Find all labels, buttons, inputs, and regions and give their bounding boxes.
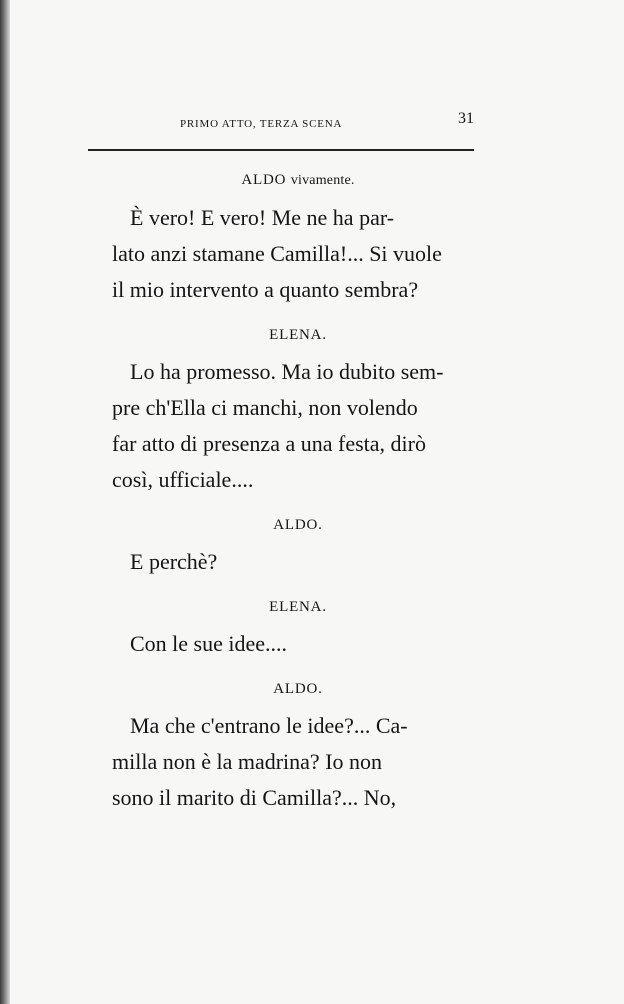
speaker-aldo — [112, 168, 484, 193]
speech-line: È vero! E vero! Me ne ha par- — [130, 205, 395, 230]
speech-line: sono il marito di Camilla?... No, — [112, 785, 397, 810]
speech-line: lato anzi stamane Camilla!... Si vuole — [112, 241, 442, 266]
speaker-name: ALDO. — [273, 517, 323, 533]
speech-line: Con le sue idee.... — [130, 631, 288, 656]
page-binding-edge — [0, 0, 10, 1004]
speaker-aldo — [112, 513, 484, 537]
play-text — [112, 168, 484, 831]
speech-line: pre ch'Ella ci manchi, non volendo — [112, 395, 418, 420]
speech-aldo-2 — [130, 544, 484, 580]
stage-direction: vivamente. — [290, 173, 355, 188]
speaker-name: ALDO — [241, 172, 287, 188]
page-header — [86, 110, 476, 136]
speech-aldo-1 — [112, 200, 484, 308]
header-rule — [88, 149, 474, 151]
speech-line: far atto di presenza a una festa, dirò — [112, 431, 426, 456]
speaker-name: ALDO. — [273, 681, 323, 697]
speech-line: Ma che c'entrano le idee?... Ca- — [130, 713, 408, 738]
speech-line: il mio intervento a quanto sembra? — [112, 277, 419, 302]
speaker-name: ELENA. — [269, 599, 327, 615]
speech-elena-1 — [112, 354, 484, 498]
speaker-elena — [112, 323, 484, 347]
speech-line: così, ufficiale.... — [112, 467, 254, 492]
speaker-name: ELENA. — [269, 327, 327, 343]
speaker-aldo — [112, 677, 484, 701]
page-number: 31 — [458, 110, 474, 127]
speech-line: Lo ha promesso. Ma io dubito sem- — [130, 359, 444, 384]
running-title: PRIMO ATTO, TERZA SCENA — [180, 118, 343, 130]
speaker-elena — [112, 595, 484, 619]
speech-line: E perchè? — [130, 549, 218, 574]
speech-line: milla non è la madrina? Io non — [112, 749, 383, 774]
speech-elena-2 — [130, 626, 484, 662]
speech-aldo-3 — [112, 708, 484, 816]
